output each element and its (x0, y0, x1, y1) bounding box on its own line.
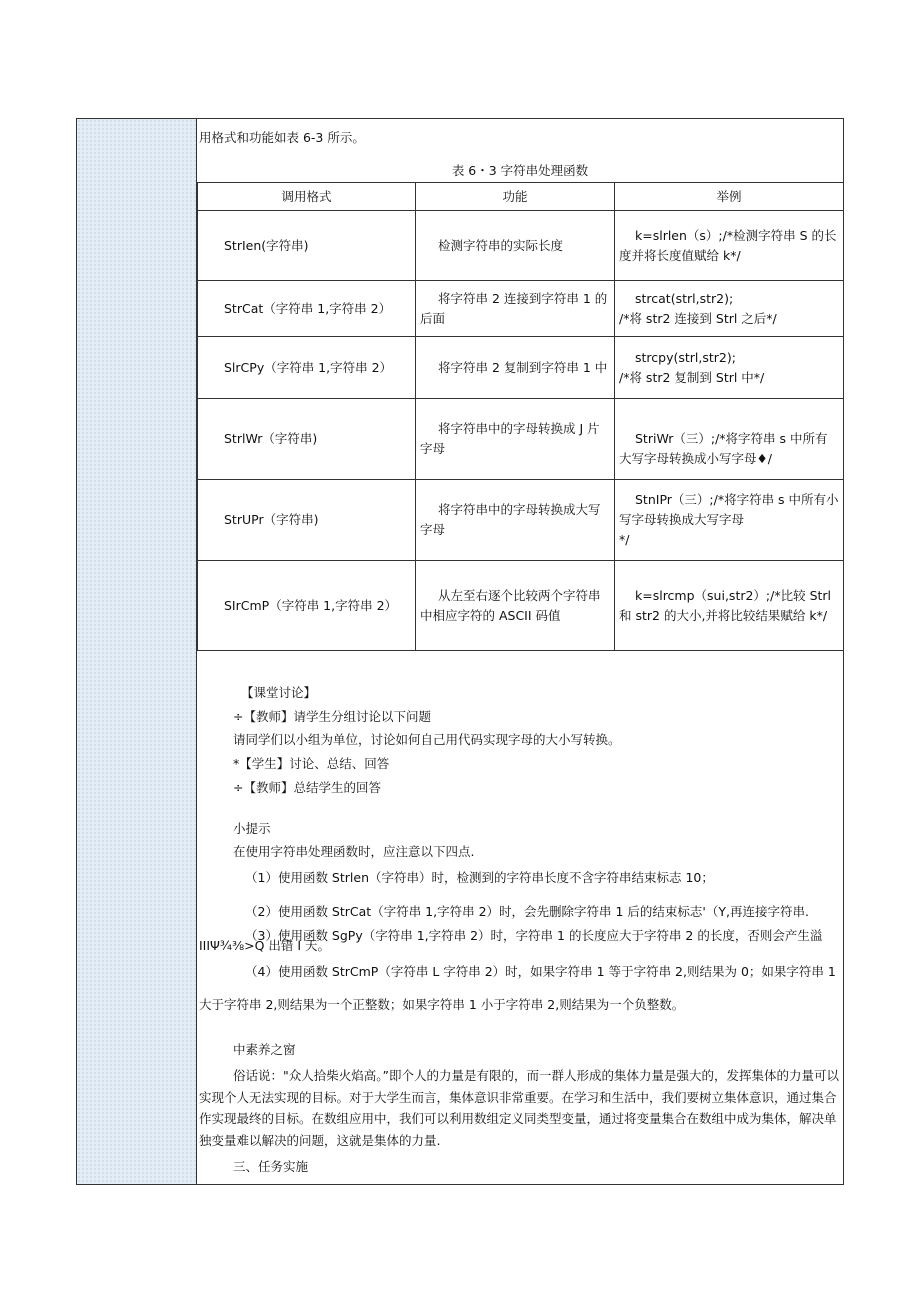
example-line: strcpy(strl,str2); (635, 349, 736, 365)
header-function: 功能 (416, 183, 615, 211)
tip-1: （1）使用函数 Strlen（字符串）时，检测到的字符串长度不含字符串结束标志 10； (245, 870, 714, 885)
tip-2: （2）使用函数 StrCat（字符串 1,字符串 2）时，会先删除字符串 1 后的结束标志'（Y,再连接字符串. (245, 904, 809, 919)
table-caption: 表 6・3 字符串处理函数 (451, 163, 589, 178)
example-line: */ (619, 532, 630, 547)
example-line: strcat(strl,str2); (635, 290, 734, 306)
table-row (198, 211, 844, 281)
tips-heading: 小提示 (233, 821, 271, 836)
cell-function: 检测字符串的实际长度 (416, 211, 615, 281)
example-line: k=slrlen（s）;/*检测字符串 S 的长度并将长度值赋给 k*/ (619, 227, 837, 263)
cell-example (615, 561, 844, 651)
tips-lead: 在使用字符串处理函数时，应注意以下四点. (233, 844, 475, 859)
discussion-teacher-summary: ÷【教师】总结学生的回答 (233, 780, 381, 795)
left-column-shaded (77, 119, 197, 1184)
discussion-teacher-prompt: ÷【教师】请学生分组讨论以下问题 (233, 709, 431, 724)
cell-function: 从左至右逐个比较两个字符串中相应字符的 ASCII 码值 (416, 561, 615, 651)
values-paragraph: 俗话说："众人拾柴火焰高。”即个人的力量是有限的，而一群人形成的集体力量是强大的，发挥集体的力量可以实现个人无法实现的目标。对于大学生而言，集体意识非常重要。在学习和生活中，我们要树立集体意识，通过集合作实现最终的目标。在数组应用中，我们可以利用数组定义同类型变量，通过将变量集合在数组中成为集体，解决单独变量难以解决的问题，这就是集体的力量. (199, 1068, 839, 1148)
string-functions-table (197, 182, 844, 651)
cell-call: StrlWr（字符串) (198, 399, 416, 480)
cell-call: SlrCPy（字符串 1,字符串 2） (198, 337, 416, 399)
tip-4: （4）使用函数 StrCmP（字符串 L 字符串 2）时，如果字符串 1 等于字符串 2,则结果为 0；如果字符串 1 (245, 964, 836, 979)
next-section-heading: 三、任务实施 (233, 1159, 309, 1174)
example-line: StriWr（三）;/*将字符串 s 中所有大写字母转换成小写字母♦/ (619, 431, 828, 466)
cell-example (615, 337, 844, 399)
cell-function: 将字符串 2 连接到字符串 1 的后面 (416, 281, 615, 337)
cell-function: 将字符串中的字母转换成 J 片字母 (416, 399, 615, 480)
cell-example (615, 399, 844, 480)
discussion-heading: 【课堂讨论】 (241, 685, 317, 700)
cell-function: 将字符串中的字母转换成大写字母 (416, 480, 615, 561)
header-call-format: 调用格式 (198, 183, 416, 211)
tip-4-continued: 大于字符串 2,则结果为一个正整数；如果字符串 1 小于字符串 2,则结果为一个负整数。 (199, 997, 685, 1012)
cell-call: SIrCmP（字符串 1,字符串 2） (198, 561, 416, 651)
example-line: /*将 str2 连接到 Strl 之后*/ (619, 310, 777, 326)
example-line: k=slrcmp（sui,str2）;/*比较 Strl 和 str2 的大小,并将比较结果赋给 k*/ (619, 587, 832, 623)
discussion-task: 请同学们以小组为单位，讨论如何自己用代码实现字母的大小写转换。 (233, 732, 621, 747)
cell-example (615, 211, 844, 281)
table-row (198, 480, 844, 561)
table-row (198, 337, 844, 399)
cell-function: 将字符串 2 复制到字符串 1 中 (416, 337, 615, 399)
table-row (198, 281, 844, 337)
intro-text: 用格式和功能如表 6-3 所示。 (199, 130, 365, 145)
table-header-row (198, 183, 844, 211)
table-row (198, 399, 844, 480)
cell-call: StrIen(字符串) (198, 211, 416, 281)
values-heading: 中素养之窗 (233, 1042, 296, 1057)
tip-3-overlay: IIIΨ¾⅜>Q 出错 I 天。 (199, 938, 331, 953)
table-row (198, 561, 844, 651)
page-frame (76, 118, 844, 1185)
example-line: StnIPr（三）;/*将字符串 s 中所有小写字母转换成大写字母 (619, 492, 839, 527)
example-line: /*将 str2 复制到 Strl 中*/ (619, 369, 765, 385)
header-example: 举例 (615, 183, 844, 211)
cell-example (615, 281, 844, 337)
cell-example (615, 480, 844, 561)
discussion-student: *【学生】讨论、总结、回答 (233, 756, 390, 771)
cell-call: StrUPr（字符串) (198, 480, 416, 561)
tip-3: （3）使用函数 SgPy（字符串 1,字符串 2）时，字符串 1 的长度应大于字符串 2 的长度，否则会产生溢 (245, 928, 823, 943)
content-column (197, 119, 843, 1184)
cell-call: StrCat（字符串 1,字符串 2） (198, 281, 416, 337)
